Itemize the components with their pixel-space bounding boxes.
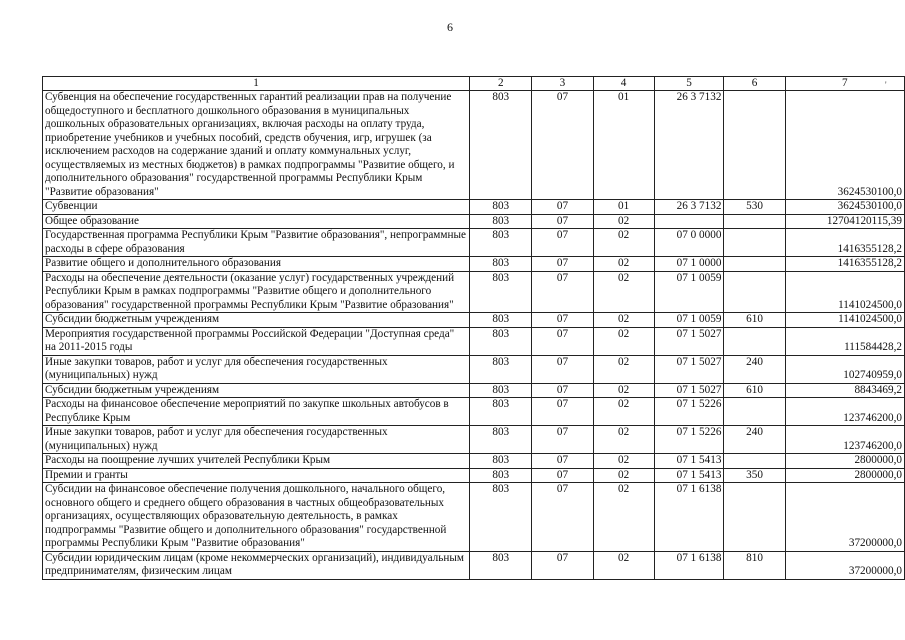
cell-expense-type: 610: [724, 383, 785, 398]
table-row: [43, 214, 905, 229]
cell-name: Премии и гранты: [43, 468, 470, 483]
cell-expense-type: 610: [724, 313, 785, 328]
cell-expense-type: 810: [724, 551, 785, 579]
table-row: [43, 355, 905, 383]
cell-subsection: 01: [593, 200, 654, 215]
cell-grbs: 803: [470, 355, 532, 383]
cell-name: Субсидии юридическим лицам (кроме некоммерческих организаций), индивидуальным предпринимателям, физическим лицам: [43, 551, 470, 579]
cell-name: Субсидии на финансовое обеспечение получения дошкольного, начального общего, основного общего и среднего общего образования в частных общеобразовательных организациях, осуществляющих образовательную деятельность, в рамках подпрограммы "Развитие общего и дополнительного образования" государственной программы Республики Крым "Развитие образования": [43, 483, 470, 552]
cell-subsection: 02: [593, 551, 654, 579]
cell-section: 07: [532, 426, 593, 454]
cell-amount: 8843469,2: [785, 383, 904, 398]
table-row: [43, 271, 905, 313]
column-header-target-article: 5: [654, 77, 724, 91]
column-header-subsection: 4: [593, 77, 654, 91]
table-row: [43, 468, 905, 483]
cell-name: Расходы на финансовое обеспечение мероприятий по закупке школьных автобусов в Республике Крым: [43, 398, 470, 426]
cell-grbs: 803: [470, 214, 532, 229]
cell-expense-type: 240: [724, 426, 785, 454]
cell-name: Государственная программа Республики Крым "Развитие образования", непрограммные расходы в сфере образования: [43, 229, 470, 257]
cell-expense-type: 530: [724, 200, 785, 215]
scan-edge-mark: ': [885, 80, 887, 90]
cell-section: 07: [532, 383, 593, 398]
cell-amount: 2800000,0: [785, 468, 904, 483]
table-row: [43, 483, 905, 552]
cell-name: Расходы на поощрение лучших учителей Республики Крым: [43, 454, 470, 469]
cell-grbs: 803: [470, 271, 532, 313]
cell-amount: 12704120115,39: [785, 214, 904, 229]
cell-subsection: 02: [593, 229, 654, 257]
cell-amount: 37200000,0: [785, 483, 904, 552]
cell-amount: 123746200,0: [785, 398, 904, 426]
cell-name: Субсидии бюджетным учреждениям: [43, 313, 470, 328]
cell-expense-type: [724, 454, 785, 469]
cell-target-article: 07 1 5027: [654, 383, 724, 398]
cell-grbs: 803: [470, 257, 532, 272]
budget-allocation-table: [42, 76, 905, 580]
cell-target-article: 07 1 6138: [654, 483, 724, 552]
table-body: [43, 91, 905, 580]
cell-amount: 3624530100,0: [785, 91, 904, 200]
cell-section: 07: [532, 551, 593, 579]
cell-name: Субвенция на обеспечение государственных гарантий реализации прав на получение общедоступного и бесплатного дошкольного образования в муниципальных дошкольных образовательных организациях, включая расходы на оплату труда, приобретение учебников и учебных пособий, средств обучения, игр, игрушек (за исключением расходов на содержание зданий и оплату коммунальных услуг, осуществляемых из местных бюджетов) в рамках подпрограммы "Развитие общего, и дополнительного образования" государственной программы Республики Крым "Развитие образования": [43, 91, 470, 200]
cell-grbs: 803: [470, 468, 532, 483]
cell-expense-type: [724, 91, 785, 200]
cell-target-article: 07 1 0059: [654, 271, 724, 313]
cell-grbs: 803: [470, 383, 532, 398]
cell-section: 07: [532, 271, 593, 313]
cell-expense-type: [724, 229, 785, 257]
cell-subsection: 02: [593, 468, 654, 483]
cell-subsection: 02: [593, 454, 654, 469]
cell-amount: 37200000,0: [785, 551, 904, 579]
cell-section: 07: [532, 257, 593, 272]
cell-section: 07: [532, 313, 593, 328]
cell-subsection: 02: [593, 355, 654, 383]
cell-target-article: 07 1 5226: [654, 398, 724, 426]
cell-grbs: 803: [470, 483, 532, 552]
cell-expense-type: 350: [724, 468, 785, 483]
table-row: [43, 383, 905, 398]
cell-expense-type: [724, 398, 785, 426]
cell-section: 07: [532, 327, 593, 355]
table-row: [43, 229, 905, 257]
table-row: [43, 327, 905, 355]
cell-target-article: 26 3 7132: [654, 91, 724, 200]
table-row: [43, 257, 905, 272]
cell-target-article: 07 1 5226: [654, 426, 724, 454]
column-header-grbs: 2: [470, 77, 532, 91]
table-row: [43, 313, 905, 328]
cell-expense-type: 240: [724, 355, 785, 383]
cell-amount: 111584428,2: [785, 327, 904, 355]
cell-target-article: 07 1 5413: [654, 468, 724, 483]
cell-expense-type: [724, 483, 785, 552]
cell-name: Субсидии бюджетным учреждениям: [43, 383, 470, 398]
cell-subsection: 02: [593, 483, 654, 552]
cell-subsection: 02: [593, 257, 654, 272]
cell-amount: 1141024500,0: [785, 271, 904, 313]
cell-amount: 102740959,0: [785, 355, 904, 383]
cell-name: Развитие общего и дополнительного образования: [43, 257, 470, 272]
cell-grbs: 803: [470, 327, 532, 355]
column-header-expense-type: 6: [724, 77, 785, 91]
cell-section: 07: [532, 355, 593, 383]
cell-target-article: 07 1 6138: [654, 551, 724, 579]
table-header: [43, 77, 905, 91]
table-row: [43, 200, 905, 215]
cell-subsection: 02: [593, 398, 654, 426]
cell-grbs: 803: [470, 313, 532, 328]
table-row: [43, 454, 905, 469]
cell-name: Мероприятия государственной программы Российской Федерации "Доступная среда" на 2011-2015 годы: [43, 327, 470, 355]
cell-grbs: 803: [470, 426, 532, 454]
column-header-name: 1: [43, 77, 470, 91]
cell-target-article: 07 1 0000: [654, 257, 724, 272]
column-header-section: 3: [532, 77, 593, 91]
cell-amount: 123746200,0: [785, 426, 904, 454]
cell-grbs: 803: [470, 398, 532, 426]
cell-subsection: 01: [593, 91, 654, 200]
cell-section: 07: [532, 398, 593, 426]
cell-amount: 1416355128,2: [785, 229, 904, 257]
cell-grbs: 803: [470, 200, 532, 215]
cell-subsection: 02: [593, 426, 654, 454]
cell-section: 07: [532, 200, 593, 215]
table-row: [43, 398, 905, 426]
cell-amount: 1141024500,0: [785, 313, 904, 328]
cell-subsection: 02: [593, 214, 654, 229]
cell-section: 07: [532, 91, 593, 200]
column-header-amount: 7: [785, 77, 904, 91]
cell-name: Общее образование: [43, 214, 470, 229]
page-number: 6: [447, 20, 453, 34]
cell-target-article: 07 1 5027: [654, 327, 724, 355]
cell-section: 07: [532, 468, 593, 483]
cell-subsection: 02: [593, 271, 654, 313]
column-number-row: [43, 77, 905, 91]
cell-grbs: 803: [470, 454, 532, 469]
cell-amount: 1416355128,2: [785, 257, 904, 272]
cell-subsection: 02: [593, 327, 654, 355]
cell-expense-type: [724, 257, 785, 272]
cell-section: 07: [532, 229, 593, 257]
cell-section: 07: [532, 214, 593, 229]
cell-expense-type: [724, 271, 785, 313]
cell-name: Субвенции: [43, 200, 470, 215]
cell-amount: 3624530100,0: [785, 200, 904, 215]
table-row: [43, 551, 905, 579]
cell-section: 07: [532, 483, 593, 552]
cell-name: Иные закупки товаров, работ и услуг для обеспечения государственных (муниципальных) нужд: [43, 355, 470, 383]
cell-subsection: 02: [593, 383, 654, 398]
cell-amount: 2800000,0: [785, 454, 904, 469]
cell-expense-type: [724, 214, 785, 229]
table-row: [43, 91, 905, 200]
cell-expense-type: [724, 327, 785, 355]
cell-name: Иные закупки товаров, работ и услуг для обеспечения государственных (муниципальных) нужд: [43, 426, 470, 454]
cell-grbs: 803: [470, 91, 532, 200]
cell-target-article: [654, 214, 724, 229]
cell-target-article: 26 3 7132: [654, 200, 724, 215]
cell-target-article: 07 1 5027: [654, 355, 724, 383]
cell-target-article: 07 1 5413: [654, 454, 724, 469]
cell-target-article: 07 1 0059: [654, 313, 724, 328]
table-row: [43, 426, 905, 454]
cell-section: 07: [532, 454, 593, 469]
cell-target-article: 07 0 0000: [654, 229, 724, 257]
cell-name: Расходы на обеспечение деятельности (оказание услуг) государственных учреждений Республики Крым в рамках подпрограммы "Развитие общего и дополнительного образования" государственной программы Республики Крым "Развитие образования": [43, 271, 470, 313]
cell-grbs: 803: [470, 551, 532, 579]
cell-subsection: 02: [593, 313, 654, 328]
cell-grbs: 803: [470, 229, 532, 257]
